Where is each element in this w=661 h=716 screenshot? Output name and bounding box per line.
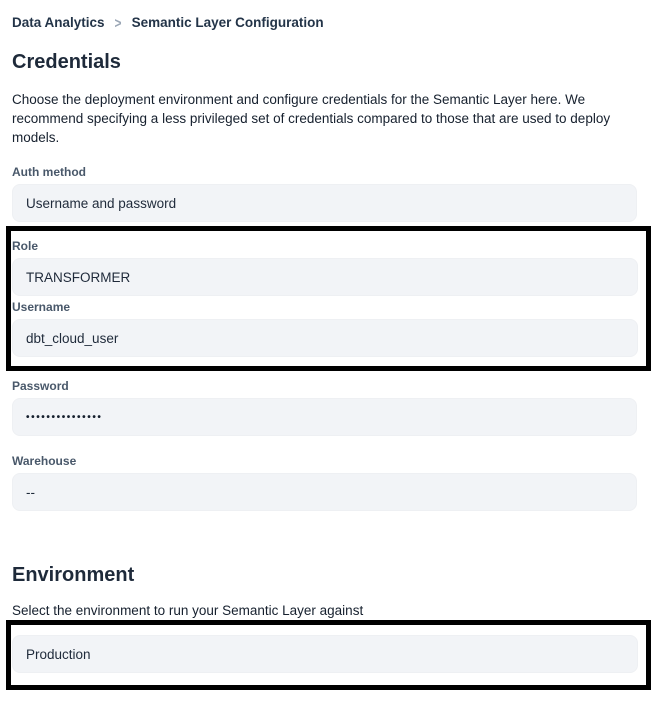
role-label: Role — [12, 239, 39, 253]
role-input[interactable] — [12, 258, 638, 296]
breadcrumb-item-semantic-layer-configuration[interactable]: Semantic Layer Configuration — [131, 15, 324, 30]
highlight-box-environment — [6, 620, 651, 690]
username-label: Username — [12, 300, 71, 314]
chevron-right-icon: > — [114, 13, 122, 32]
auth-method-label: Auth method — [12, 165, 86, 179]
environment-description: Select the environment to run your Semantic Layer against — [12, 603, 364, 618]
password-label: Password — [12, 379, 69, 393]
breadcrumb — [12, 14, 637, 31]
password-input[interactable] — [12, 398, 637, 436]
environment-value: Production — [26, 646, 91, 662]
username-input[interactable] — [12, 319, 638, 357]
breadcrumb-item-data-analytics[interactable]: Data Analytics — [12, 15, 105, 30]
field-username — [12, 300, 638, 357]
role-value: TRANSFORMER — [26, 269, 131, 285]
field-auth-method — [12, 165, 637, 222]
auth-method-input[interactable] — [12, 184, 637, 222]
auth-method-value: Username and password — [26, 195, 177, 211]
credentials-description — [12, 90, 637, 147]
credentials-heading: Credentials — [12, 51, 121, 73]
credentials-description-line: recommend specifying a less privileged set of credentials compared to those that are used to deploy — [12, 111, 611, 126]
warehouse-input[interactable] — [12, 473, 637, 511]
warehouse-label: Warehouse — [12, 454, 77, 468]
field-warehouse — [12, 454, 637, 511]
credentials-description-line: Choose the deployment environment and configure credentials for the Semantic Layer here. We — [12, 92, 586, 107]
environment-heading: Environment — [12, 564, 135, 586]
field-role — [12, 239, 638, 296]
highlight-box-credentials — [6, 226, 651, 371]
credentials-description-line: models. — [12, 130, 60, 145]
field-password — [12, 379, 637, 436]
environment-select[interactable] — [12, 635, 638, 673]
warehouse-value: -- — [26, 484, 35, 500]
username-value: dbt_cloud_user — [26, 330, 119, 346]
password-masked-value: ••••••••••••••• — [26, 411, 103, 423]
